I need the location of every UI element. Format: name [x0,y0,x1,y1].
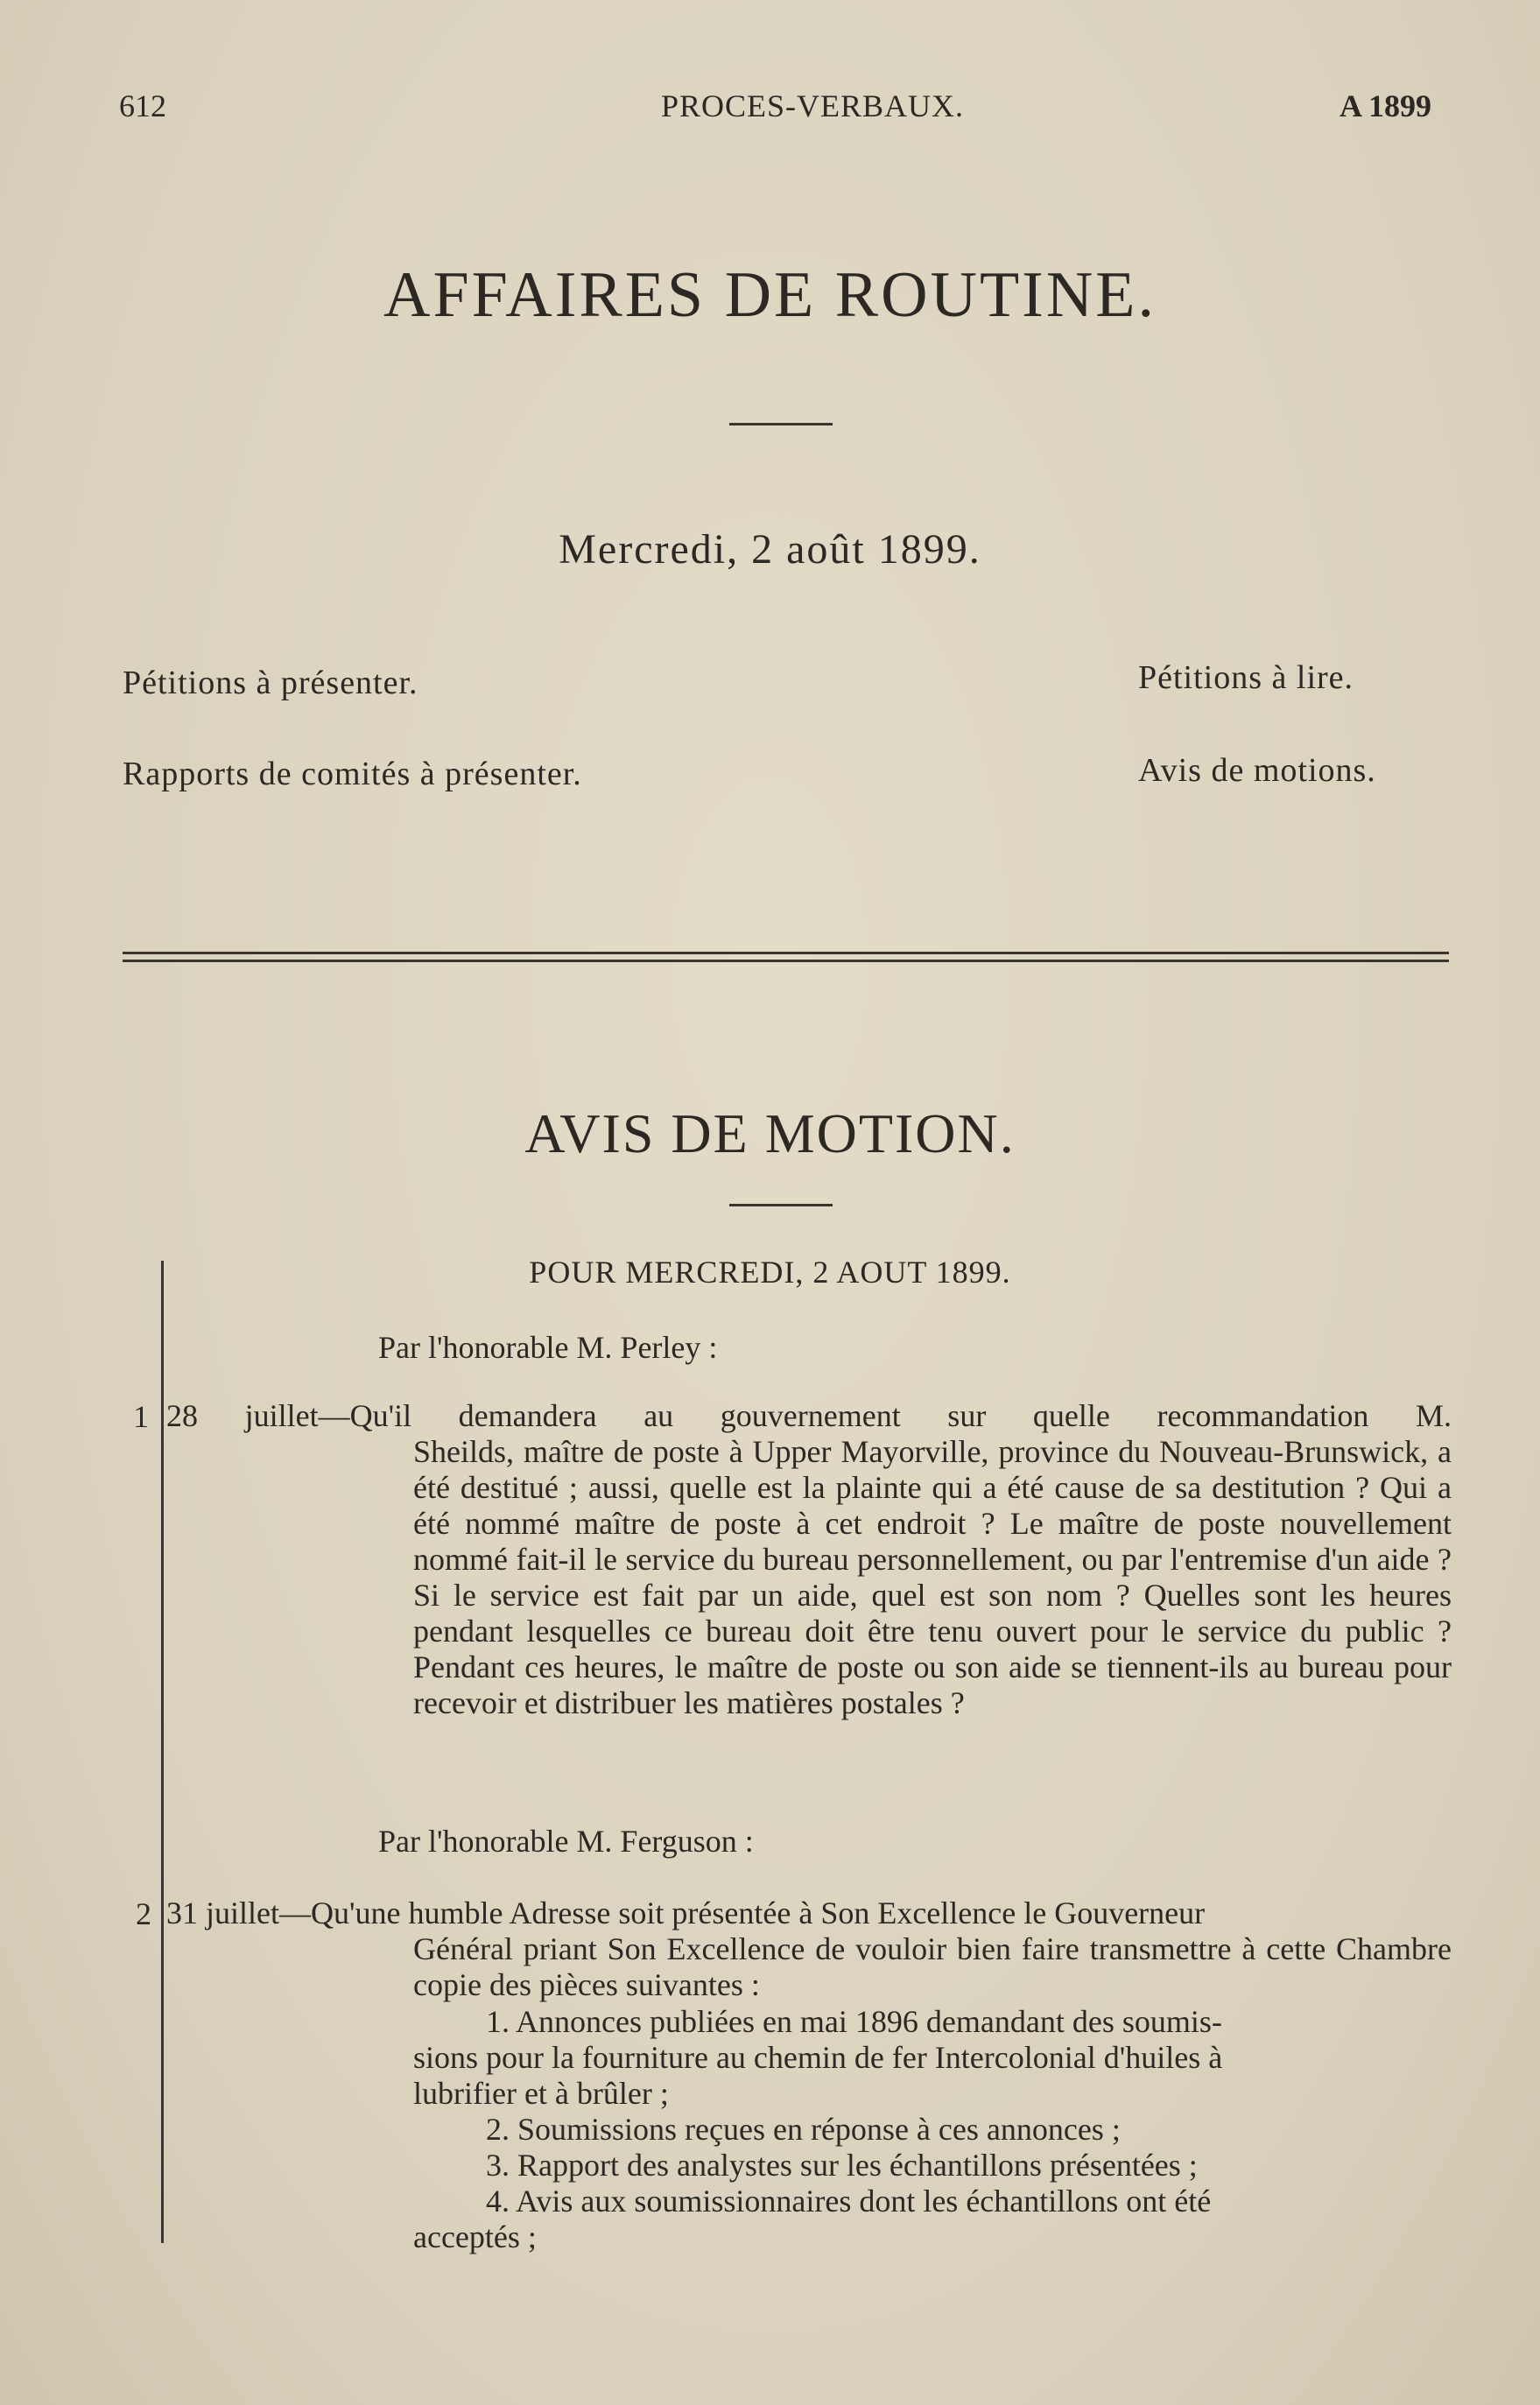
motion-text-body: Général priant Son Excellence de vouloir bien faire transmettre à cette Chambre copie des pièces suivantes : [413,1931,1452,2002]
motion-first-line [166,1895,1452,1931]
motion-text-body: Sheilds, maître de poste à Upper Mayorville, province du Nouveau-Brunswick, a été destitué ; aussi, quelle est la plainte qui a été cause de sa destitution ? Qui a été nommé maître de poste à cet endroit ? Le maître de poste nouvellement nommé fait-il le service du bureau personnellement, ou par l'entremise d'un aide ? Si le service est fait par un aide, quel est son nom ? Quelles sont les heures pendant lesquelles ce bureau doit être tenu ouvert pour le service du public ? Pendant ces heures, le maître de poste ou son aide se tiennent-ils au bureau pour recevoir et distribuer les matières postales ? [413,1434,1452,1720]
session-year: A 1899 [1340,88,1432,123]
document-item-line: sions pour la fourniture au chemin de fer Intercolonial d'huiles à [413,2040,1223,2075]
date-heading: Mercredi, 2 août 1899. [559,526,981,573]
document-item-line: 3. Rapport des analystes sur les échantillons présentées ; [486,2148,1198,2183]
motion-number: 1 [133,1399,149,1434]
motion-text: 28 juillet—Qu'il demandera au gouvernement sur quelle recommandation M. [166,1398,1452,1433]
document-item-line: acceptés ; [413,2219,537,2254]
routine-item-committee-reports: Rapports de comités à présenter. [123,756,582,792]
document-item-line: 4. Avis aux soumissionnaires dont les échantillons ont été [486,2183,1212,2219]
double-divider [123,952,1449,962]
document-item-line: 1. Annonces publiées en mai 1896 demandant des soumis- [486,2004,1222,2039]
routine-item-petitions-read: Pétitions à lire. [1138,659,1354,696]
running-title: PROCES-VERBAUX. [661,88,965,123]
motion-number: 2 [136,1896,151,1931]
motion-first-line [166,1398,1452,1434]
divider [729,1204,833,1206]
document-item-line: lubrifier et à brûler ; [413,2076,669,2111]
for-date-heading: POUR MERCREDI, 2 AOUT 1899. [529,1255,1011,1290]
motion-mover: Par l'honorable M. Perley : [378,1330,718,1365]
motion-mover: Par l'honorable M. Ferguson : [378,1824,754,1859]
routine-item-petitions-present: Pétitions à présenter. [123,665,418,701]
notices-title: AVIS DE MOTION. [524,1102,1016,1164]
motion-text: 31 juillet—Qu'une humble Adresse soit présentée à Son Excellence le Gouverneur [166,1895,1206,1930]
document-item-line: 2. Soumissions reçues en réponse à ces annonces ; [486,2112,1121,2147]
routine-item-notices: Avis de motions. [1138,752,1376,789]
divider [729,423,833,425]
section-title: AFFAIRES DE ROUTINE. [383,259,1157,331]
page-number: 612 [119,88,166,123]
margin-rule [161,1261,164,2243]
